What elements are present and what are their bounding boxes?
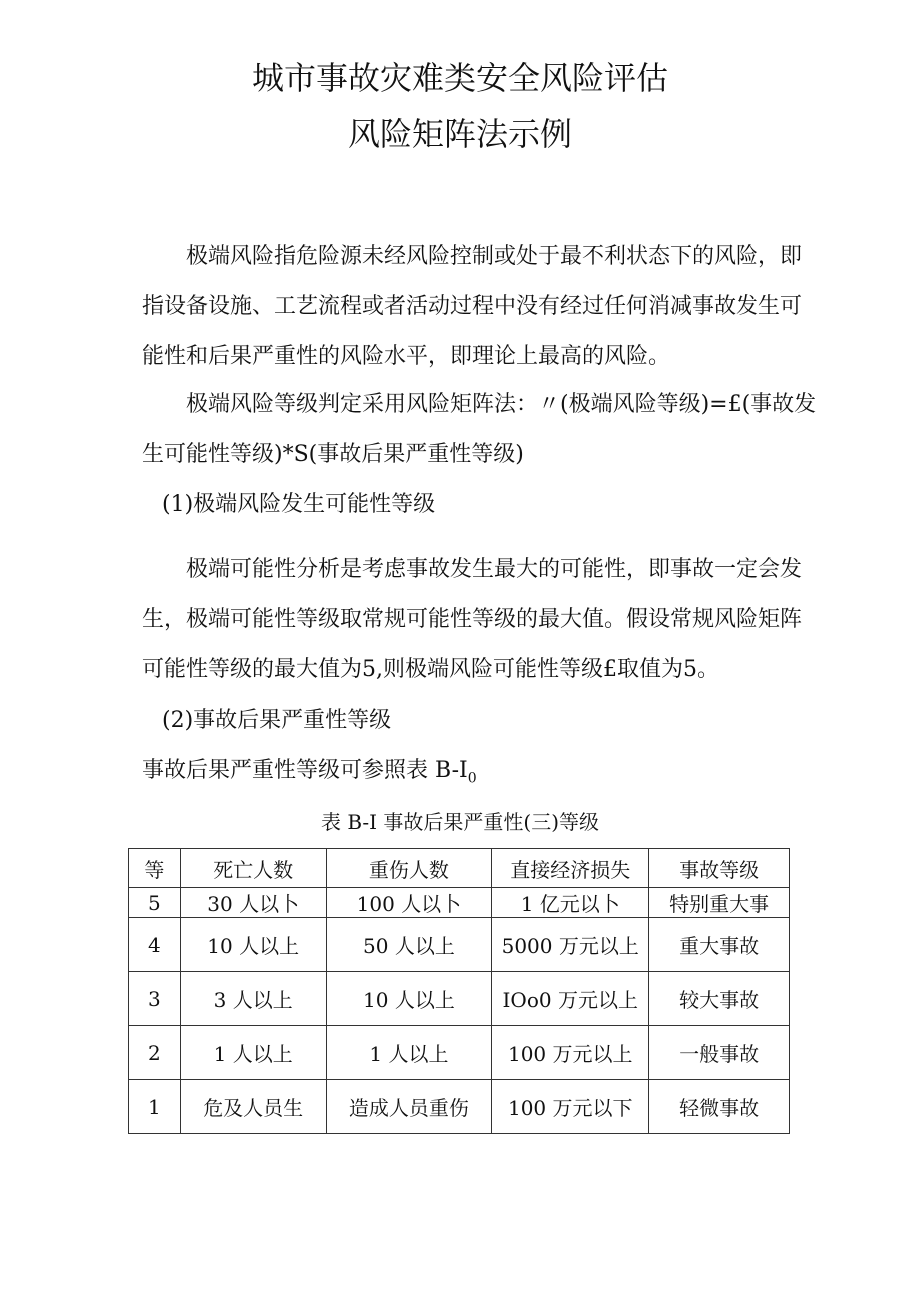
table-row — [129, 918, 790, 972]
cell-loss: 1 亿元以卜 — [492, 888, 649, 918]
cell-level: 3 — [129, 972, 181, 1026]
header-direct-loss: 直接经济损失 — [492, 849, 649, 888]
table-row — [129, 1026, 790, 1080]
cell-grade: 较大事故 — [649, 972, 790, 1026]
cell-injuries: 1 人以上 — [326, 1026, 492, 1080]
table-caption: 表 B-I 事故后果严重性(三)等级 — [320, 810, 600, 834]
severity-table — [128, 848, 790, 1134]
cell-loss: 5000 万元以上 — [492, 918, 649, 972]
table-reference-line: 事故后果严重性等级可参照表 $B-I_0$ — [142, 758, 477, 787]
header-accident-grade: 事故等级 — [649, 849, 790, 888]
cell-grade: 一般事故 — [649, 1026, 790, 1080]
cell-loss: 100 万元以上 — [492, 1026, 649, 1080]
cell-level: 2 — [129, 1026, 181, 1080]
cell-level: 1 — [129, 1080, 181, 1134]
cell-grade: 轻微事故 — [649, 1080, 790, 1134]
section-heading-severity: (2)事故后果严重性等级 — [162, 708, 392, 733]
table-row — [129, 888, 790, 918]
cell-deaths: 3 人以上 — [180, 972, 326, 1026]
cell-deaths: 1 人以上 — [180, 1026, 326, 1080]
header-serious-injuries: 重伤人数 — [326, 849, 492, 888]
paragraph-formula: 极端风险等级判定采用风险矩阵法：〃(极端风险等级)=£(事故发生可能性等级)*S(事故后果严重性等级) — [142, 392, 817, 467]
cell-grade: 特别重大事 — [649, 888, 790, 918]
cell-deaths: 30 人以卜 — [180, 888, 326, 918]
table-row — [129, 1080, 790, 1134]
cell-level: 4 — [129, 918, 181, 972]
cell-injuries: 100 人以卜 — [326, 888, 492, 918]
table-header-row — [129, 849, 790, 888]
cell-loss: 100 万元以下 — [492, 1080, 649, 1134]
cell-level: 5 — [129, 888, 181, 918]
document-title: 城市事故灾难类安全风险评估 — [251, 59, 668, 97]
cell-deaths: 10 人以上 — [180, 918, 326, 972]
cell-loss: IOo0 万元以上 — [492, 972, 649, 1026]
paragraph-definition: 极端风险指危险源未经风险控制或处于最不利状态下的风险，即指设备设施、工艺流程或者活动过程中没有经过任何消减事故发生可能性和后果严重性的风险水平，即理论上最高的风险。 — [142, 244, 803, 369]
header-deaths: 死亡人数 — [180, 849, 326, 888]
cell-injuries: 10 人以上 — [326, 972, 492, 1026]
cell-grade: 重大事故 — [649, 918, 790, 972]
document-subtitle: 风险矩阵法示例 — [347, 115, 572, 153]
paragraph-likelihood: 极端可能性分析是考虑事故发生最大的可能性，即事故一定会发生，极端可能性等级取常规可能性等级的最大值。假设常规风险矩阵可能性等级的最大值为5,则极端风险可能性等级£取值为5。 — [142, 557, 803, 682]
cell-injuries: 50 人以上 — [326, 918, 492, 972]
table-row — [129, 972, 790, 1026]
section-heading-likelihood: (1)极端风险发生可能性等级 — [162, 492, 436, 517]
cell-deaths: 危及人员生 — [180, 1080, 326, 1134]
cell-injuries: 造成人员重伤 — [326, 1080, 492, 1134]
header-level: 等 — [129, 849, 181, 888]
